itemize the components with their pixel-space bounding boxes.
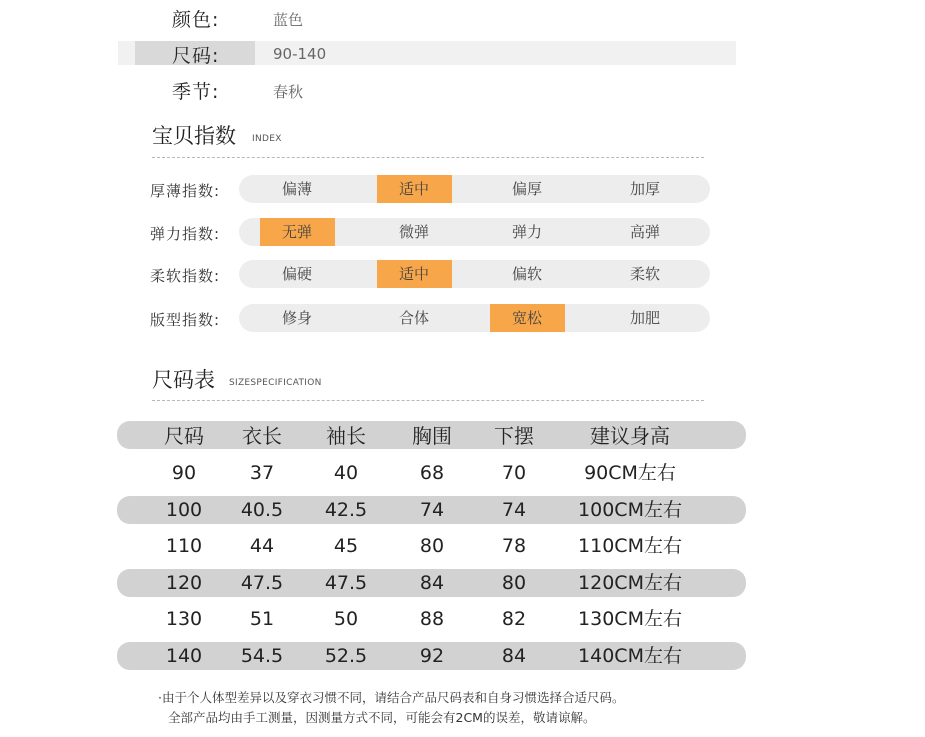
index-option: 修身 xyxy=(281,309,312,327)
index-section-title: 宝贝指数 xyxy=(152,124,236,148)
table-cell: 37 xyxy=(249,462,275,484)
table-cell: 40 xyxy=(333,462,359,484)
table-cell: 140 xyxy=(165,644,203,667)
table-cell: 84 xyxy=(419,571,445,594)
table-cell: 40.5 xyxy=(240,498,284,521)
index-label: 弹力指数: xyxy=(150,225,221,243)
table-cell: 50 xyxy=(333,608,359,630)
index-option-selected: 适中 xyxy=(398,180,429,198)
size-note-line-2: 全部产品均由手工测量，因测量方式不同，可能会有2CM的误差，敬请谅解。 xyxy=(168,710,596,725)
table-cell: 120 xyxy=(165,571,203,594)
index-section-divider xyxy=(152,157,704,158)
index-option: 加肥 xyxy=(629,309,660,327)
index-section-subtitle: INDEX xyxy=(252,134,282,144)
table-header-cell: 下摆 xyxy=(494,424,534,448)
index-option: 高弹 xyxy=(629,223,660,241)
index-option: 偏软 xyxy=(511,265,542,283)
table-cell: 100 xyxy=(165,498,203,521)
table-cell: 45 xyxy=(333,535,359,557)
table-cell: 42.5 xyxy=(324,498,368,521)
size-section-subtitle: SIZESPECIFICATION xyxy=(229,378,322,388)
index-option: 偏薄 xyxy=(281,180,312,198)
table-cell: 140CM左右 xyxy=(578,644,682,667)
table-cell: 82 xyxy=(501,608,527,630)
size-section-divider xyxy=(152,400,704,401)
table-cell: 84 xyxy=(501,644,527,667)
attribute-value-size: 90-140 xyxy=(273,45,327,63)
table-header-cell: 尺码 xyxy=(164,424,204,448)
table-cell: 54.5 xyxy=(240,644,284,667)
index-label: 厚薄指数: xyxy=(150,182,221,200)
table-cell: 74 xyxy=(419,498,445,521)
attribute-label-color: 颜色: xyxy=(172,9,220,31)
index-option: 偏厚 xyxy=(511,180,542,198)
table-cell: 74 xyxy=(501,498,527,521)
table-cell: 51 xyxy=(249,608,275,630)
table-cell: 52.5 xyxy=(324,644,368,667)
table-cell: 47.5 xyxy=(324,571,368,594)
index-option-selected: 宽松 xyxy=(511,309,542,327)
table-cell: 92 xyxy=(419,644,445,667)
table-cell: 120CM左右 xyxy=(578,571,682,594)
table-cell: 68 xyxy=(419,462,445,484)
table-cell: 78 xyxy=(501,535,527,557)
attribute-label-size: 尺码: xyxy=(172,45,220,67)
table-cell: 44 xyxy=(249,535,275,557)
index-option: 偏硬 xyxy=(281,265,312,283)
table-cell: 130CM左右 xyxy=(578,608,682,630)
table-cell: 130 xyxy=(165,608,203,630)
index-option-selected: 无弹 xyxy=(281,223,312,241)
index-option: 弹力 xyxy=(511,223,542,241)
attribute-value-season: 春秋 xyxy=(273,83,304,101)
index-option-selected: 适中 xyxy=(398,265,429,283)
index-label: 版型指数: xyxy=(150,311,221,329)
index-option: 微弹 xyxy=(398,223,429,241)
table-cell: 88 xyxy=(419,608,445,630)
table-cell: 47.5 xyxy=(240,571,284,594)
table-cell: 110CM左右 xyxy=(578,535,682,557)
table-cell: 100CM左右 xyxy=(578,498,682,521)
table-cell: 110 xyxy=(165,535,203,557)
table-header-cell: 胸围 xyxy=(412,424,452,448)
index-option: 合体 xyxy=(398,309,429,327)
index-option: 加厚 xyxy=(629,180,660,198)
size-section-title: 尺码表 xyxy=(152,368,215,392)
table-header-cell: 建议身高 xyxy=(590,424,670,448)
attribute-value-color: 蓝色 xyxy=(273,11,304,29)
table-cell: 90 xyxy=(171,462,197,484)
attribute-label-season: 季节: xyxy=(172,81,220,103)
table-cell: 90CM左右 xyxy=(584,462,676,484)
table-header-cell: 袖长 xyxy=(326,424,366,448)
table-cell: 80 xyxy=(501,571,527,594)
table-cell: 80 xyxy=(419,535,445,557)
table-header-cell: 衣长 xyxy=(242,424,282,448)
size-note-line-1: ·由于个人体型差异以及穿衣习惯不同，请结合产品尺码表和自身习惯选择合适尺码。 xyxy=(158,690,625,705)
index-label: 柔软指数: xyxy=(150,267,221,285)
index-option: 柔软 xyxy=(629,265,660,283)
table-cell: 70 xyxy=(501,462,527,484)
